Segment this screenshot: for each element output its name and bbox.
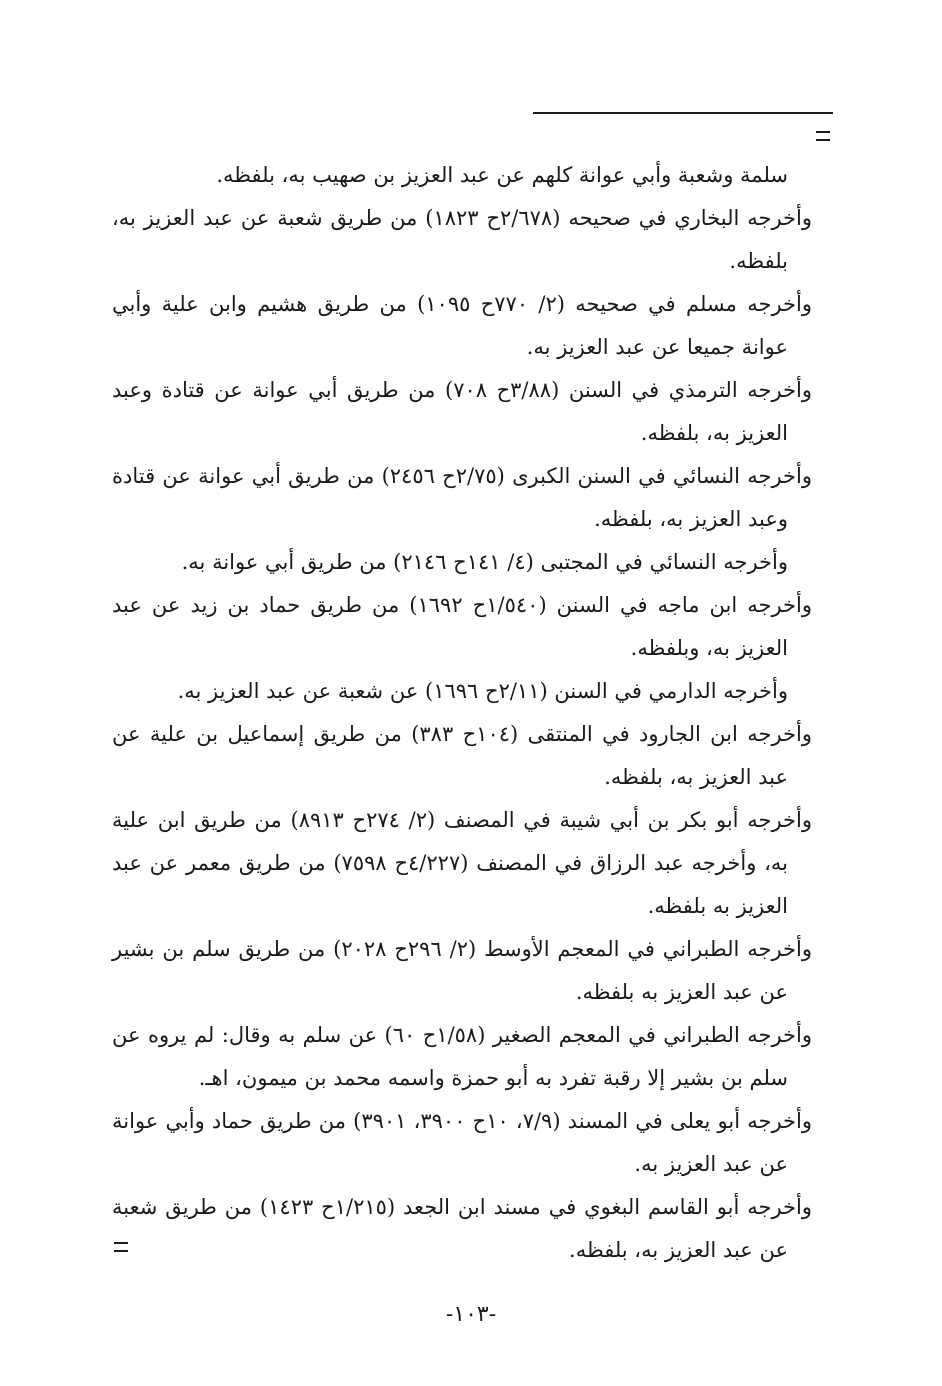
footnote-paragraph: وأخرجه ابن الجارود في المنتقى (١٠٤ح ٣٨٣) من طريق إسماعيل بن علية عن عبد العزيز به، بلفظه. xyxy=(112,722,812,789)
footnote-paragraph: وأخرجه النسائي في السنن الكبرى (٢/٧٥ح ٢٤٥٦) من طريق أبي عوانة عن قتادة وعبد العزيز به، بلفظه. xyxy=(112,464,812,531)
page-number: -١٠٣- xyxy=(445,1302,497,1327)
footnote-paragraph: وأخرجه الترمذي في السنن (٣/٨٨ح ٧٠٨) من طريق أبي عوانة عن قتادة وعبد العزيز به، بلفظه. xyxy=(112,378,812,445)
footnote-paragraph: وأخرجه أبو القاسم البغوي في مسند ابن الجعد (١/٢١٥ح ١٤٢٣) من طريق شعبة عن عبد العزيز به، بلفظه. xyxy=(112,1195,813,1262)
footnote-paragraph: وأخرجه الطبراني في المعجم الصغير (١/٥٨ح ٦٠) عن سلم به وقال: لم يروه عن سلم بن بشير إلا رقبة تفرد به أبو حمزة واسمه محمد بن ميمون، اهـ. xyxy=(112,1023,812,1090)
footnote-paragraph: وأخرجه النسائي في المجتبى (٤/ ١٤١ح ٢١٤٦) من طريق أبي عوانة به. xyxy=(181,550,788,574)
footnote-text-block xyxy=(112,154,812,1272)
footnote-paragraph: وأخرجه أبو يعلى في المسند (٧/٩، ١٠ح ٣٩٠٠، ٣٩٠١) من طريق حماد وأبي عوانة عن عبد العزيز به. xyxy=(112,1109,812,1176)
continuation-mark-top xyxy=(816,131,830,141)
footnote-paragraph: وأخرجه البخاري في صحيحه (٢/٦٧٨ح ١٨٢٣) من طريق شعبة عن عبد العزيز به، بلفظه. xyxy=(112,206,812,273)
footnote-paragraph: وأخرجه مسلم في صحيحه (٢/ ٧٧٠ح ١٠٩٥) من طريق هشيم وابن علية وأبي عوانة جميعا عن عبد العزيز به. xyxy=(112,292,813,359)
footnote-separator xyxy=(533,112,833,114)
footnote-paragraph: وأخرجه الدارمي في السنن (٢/١١ح ١٦٩٦) عن شعبة عن عبد العزيز به. xyxy=(177,679,788,703)
footnote-paragraph: سلمة وشعبة وأبي عوانة كلهم عن عبد العزيز بن صهيب به، بلفظه. xyxy=(216,163,788,187)
footnote-paragraph: وأخرجه ابن ماجه في السنن (١/٥٤٠ح ١٦٩٢) من طريق حماد بن زيد عن عبد العزيز به، وبلفظه. xyxy=(112,593,813,660)
footnote-paragraph: وأخرجه أبو بكر بن أبي شيبة في المصنف (٢/ ٢٧٤ح ٨٩١٣) من طريق ابن علية به، وأخرجه عبد الرزاق في المصنف (٤/٢٢٧ح ٧٥٩٨) من طريق معمر عن عبد العزيز به بلفظه. xyxy=(112,808,812,918)
continuation-mark-bottom xyxy=(114,1242,128,1252)
footnote-paragraph: وأخرجه الطبراني في المعجم الأوسط (٢/ ٢٩٦ح ٢٠٢٨) من طريق سلم بن بشير عن عبد العزيز به بلفظه. xyxy=(112,937,812,1004)
